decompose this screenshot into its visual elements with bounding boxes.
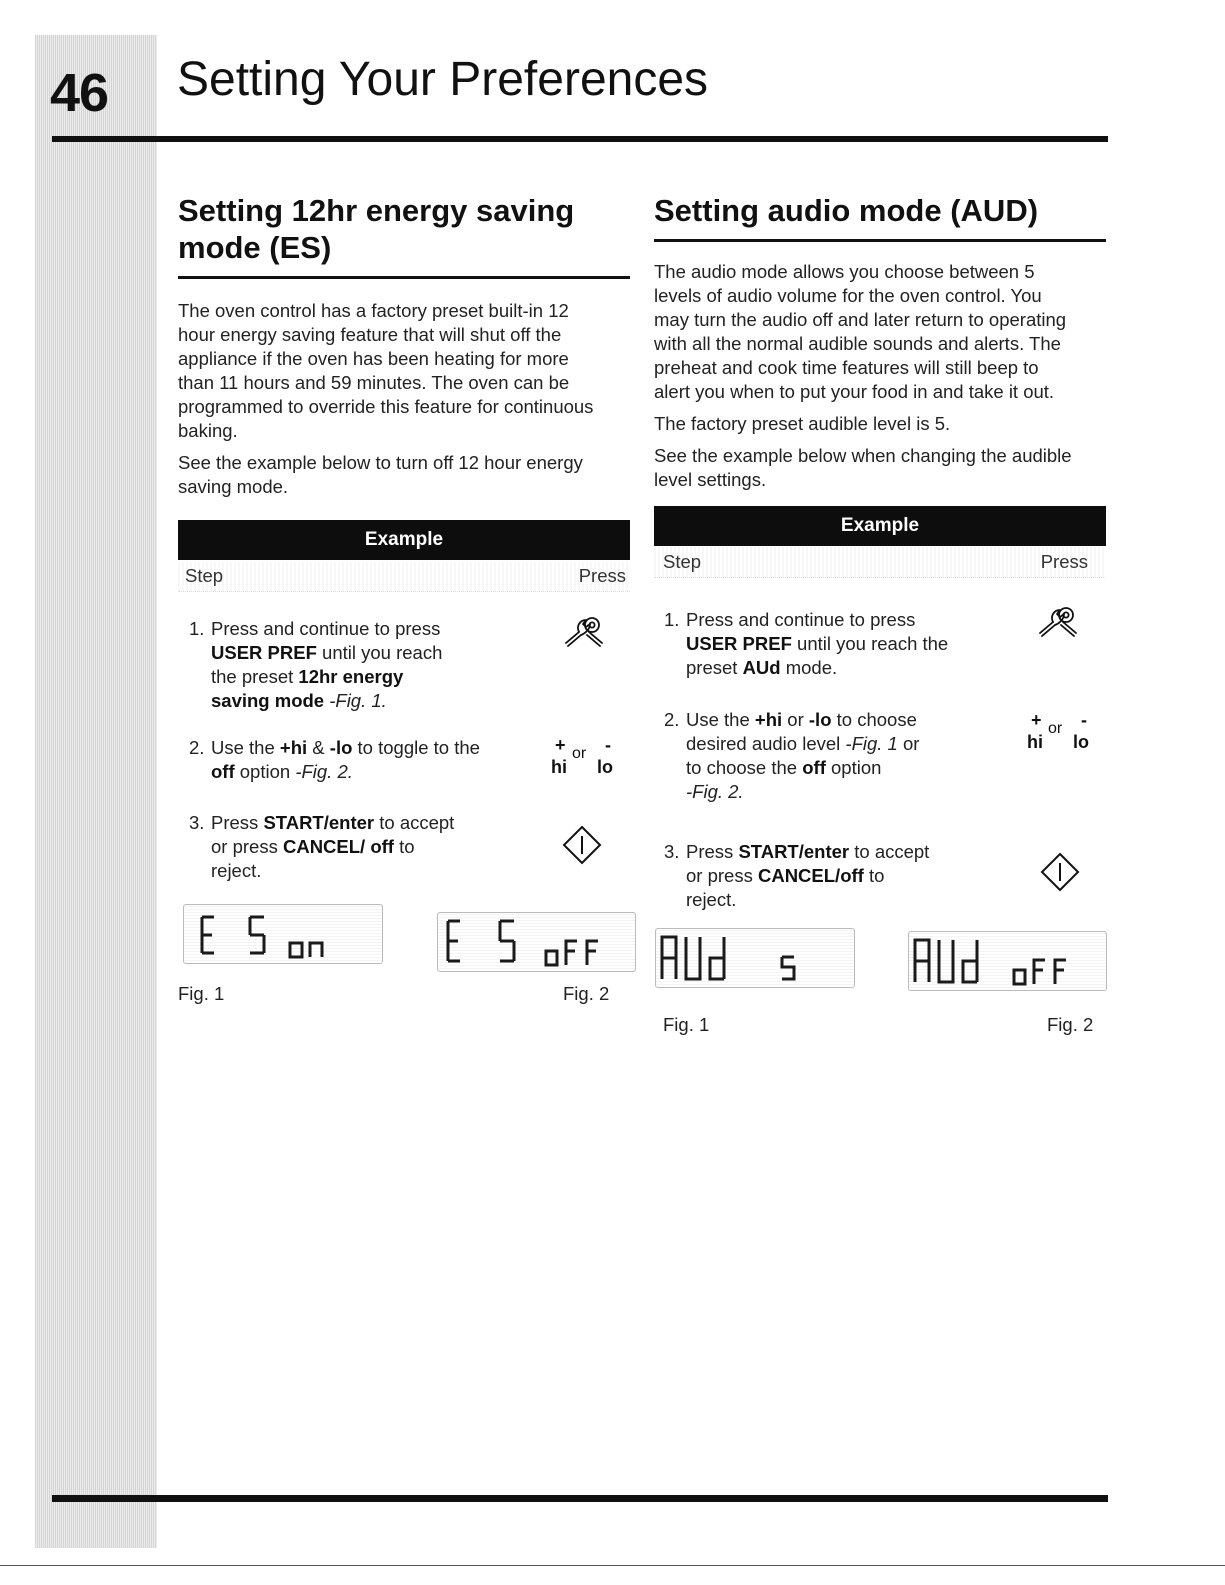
title-rule — [52, 136, 1108, 142]
page-number: 46 — [50, 63, 109, 123]
wrench-key-icon — [1036, 603, 1080, 639]
step-header: Step — [663, 551, 702, 572]
lcd-segments — [438, 913, 635, 971]
lcd-figure-es-off — [437, 912, 636, 972]
example-bar: Example — [178, 520, 630, 560]
preset-paragraph: The factory preset audible level is 5. — [654, 413, 951, 434]
intro-paragraph: The audio mode allows you choose between 5 levels of audio volume for the oven control. You may turn the audio off and later return to operating with all the normal audible sounds and alerts. The preheat and cook time features will still beep to alert you when to put your food in and take it out. — [654, 261, 1067, 402]
section-energy-saving — [178, 192, 630, 507]
side-margin-bar — [35, 35, 157, 1548]
lcd-segments — [656, 929, 854, 987]
heading-line: Setting 12hr energy saving — [178, 193, 575, 228]
lcd-figure-aud-5 — [655, 928, 855, 988]
example-header — [178, 561, 630, 592]
fig2-label: Fig. 2 — [563, 983, 610, 1004]
example-bar: Example — [654, 506, 1106, 546]
section-heading: Setting audio mode (AUD) — [654, 193, 1039, 228]
footer-rule — [52, 1495, 1108, 1502]
intro-paragraph: The oven control has a factory preset built-in 12 hour energy saving feature that will shut off the appliance if the oven has been heating for more than 11 hours and 59 minutes. The oven can be programmed to override this feature for continuous baking. — [178, 300, 594, 441]
hi-lo-press-indicator: + - hi or lo — [1027, 710, 1089, 752]
instruction-paragraph: See the example below when changing the audible level settings. — [654, 445, 1072, 490]
section-rule — [178, 276, 630, 279]
fig1-label: Fig. 1 — [663, 1014, 710, 1035]
instruction-paragraph: See the example below to turn off 12 hour energy saving mode. — [178, 452, 583, 497]
section-heading — [178, 192, 630, 266]
page-edge-line — [0, 1565, 1225, 1566]
hi-lo-press-indicator: + - hi or lo — [551, 735, 613, 777]
example-header — [654, 547, 1106, 578]
wrench-key-icon — [562, 613, 606, 649]
fig1-label: Fig. 1 — [178, 983, 225, 1004]
heading-line: mode (ES) — [178, 230, 332, 265]
step-header: Step — [185, 565, 224, 586]
start-diamond-icon — [1040, 852, 1080, 892]
press-header: Press — [1040, 551, 1088, 572]
section-rule — [654, 239, 1106, 242]
page-title: Setting Your Preferences — [177, 53, 709, 106]
lcd-segments — [184, 905, 382, 963]
fig2-label: Fig. 2 — [1047, 1014, 1094, 1035]
lcd-figure-aud-off — [908, 931, 1107, 991]
lcd-segments — [909, 932, 1106, 990]
section-audio-mode — [654, 192, 1106, 500]
start-diamond-icon — [562, 825, 602, 865]
lcd-figure-es-on — [183, 904, 383, 964]
press-header: Press — [578, 565, 626, 586]
